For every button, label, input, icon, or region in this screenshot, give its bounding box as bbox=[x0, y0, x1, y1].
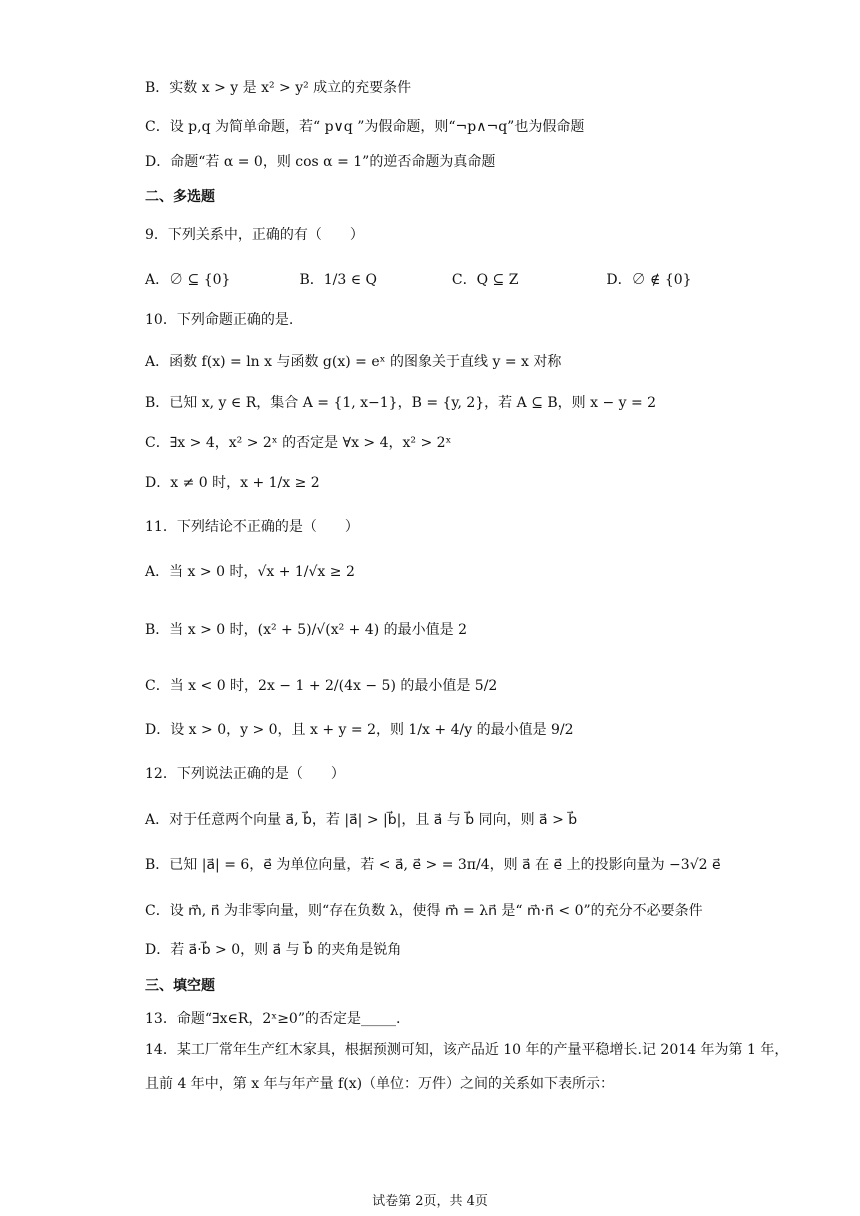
question-11: 11．下列结论不正确的是（ ） bbox=[145, 519, 359, 535]
question-13: 13．命题“∃x∈R，2ˣ≥0”的否定是_____. bbox=[145, 1011, 401, 1027]
q9-option-c: C．Q ⊆ Z bbox=[451, 272, 519, 288]
q10-option-b: B．已知 x, y ∈ R，集合 A = {1, x−1}，B = {y, 2}，若 A ⊆ B，则 x − y = 2 bbox=[145, 395, 657, 411]
line-d-contrapositive: D．命题“若 α = 0，则 cos α = 1”的逆否命题为真命题 bbox=[145, 154, 496, 170]
q12-option-c: C．设 m⃗, n⃗ 为非零向量，则“存在负数 λ，使得 m⃗ = λn⃗ 是“ m⃗·n⃗ < 0”的充分不必要条件 bbox=[145, 903, 703, 919]
q9-option-a: A．∅ ⊆ {0} bbox=[145, 272, 231, 288]
question-10: 10．下列命题正确的是. bbox=[145, 312, 294, 328]
question-12: 12．下列说法正确的是（ ） bbox=[145, 766, 345, 782]
question-9: 9．下列关系中，正确的有（ ） bbox=[145, 227, 364, 243]
line-b-real: B．实数 x > y 是 x² > y² 成立的充要条件 bbox=[145, 80, 412, 96]
q12-option-d: D．若 a⃗·b⃗ > 0，则 a⃗ 与 b⃗ 的夹角是锐角 bbox=[145, 942, 402, 958]
section-fill-in: 三、填空题 bbox=[145, 978, 215, 994]
section-multiple-choice: 二、多选题 bbox=[145, 189, 215, 205]
q11-option-a: A．当 x > 0 时，√x + 1/√x ≥ 2 bbox=[145, 564, 355, 580]
q10-option-c: C．∃x > 4，x² > 2ˣ 的否定是 ∀x > 4，x² > 2ˣ bbox=[145, 435, 452, 451]
q12-option-b: B．已知 |a⃗| = 6，e⃗ 为单位向量，若 < a⃗, e⃗ > = 3π/4，则 a⃗ 在 e⃗ 上的投影向量为 −3√2 e⃗ bbox=[145, 857, 721, 873]
q10-option-a: A．函数 f(x) = ln x 与函数 g(x) = eˣ 的图象关于直线 y = x 对称 bbox=[145, 354, 562, 370]
line-c-propositions: C．设 p,q 为简单命题，若“ p∨q ”为假命题，则“¬p∧¬q”也为假命题 bbox=[145, 119, 585, 135]
q9-options bbox=[145, 270, 800, 290]
q9-option-b: B．1/3 ∈ Q bbox=[299, 272, 378, 288]
question-14: 14．某工厂常年生产红木家具，根据预测可知，该产品近 10 年的产量平稳增长.记 2014 年为第 1 年，且前 4 年中，第 x 年与年产量 f(x)（单位：万件）之间的关系如下表所示： bbox=[145, 1042, 789, 1092]
q11-option-b: B．当 x > 0 时，(x² + 5)/√(x² + 4) 的最小值是 2 bbox=[145, 622, 468, 638]
q10-option-d: D．x ≠ 0 时，x + 1/x ≥ 2 bbox=[145, 475, 320, 491]
page-footer: 试卷第 2页，共 4页 bbox=[372, 1194, 488, 1209]
q9-option-d: D．∅ ∉ {0} bbox=[606, 272, 692, 288]
q11-option-c: C．当 x < 0 时，2x − 1 + 2/(4x − 5) 的最小值是 5/2 bbox=[145, 678, 498, 694]
q11-option-d: D．设 x > 0，y > 0，且 x + y = 2，则 1/x + 4/y 的最小值是 9/2 bbox=[145, 722, 574, 738]
q12-option-a: A．对于任意两个向量 a⃗, b⃗，若 |a⃗| > |b⃗|，且 a⃗ 与 b⃗ 同向，则 a⃗ > b⃗ bbox=[145, 812, 578, 828]
